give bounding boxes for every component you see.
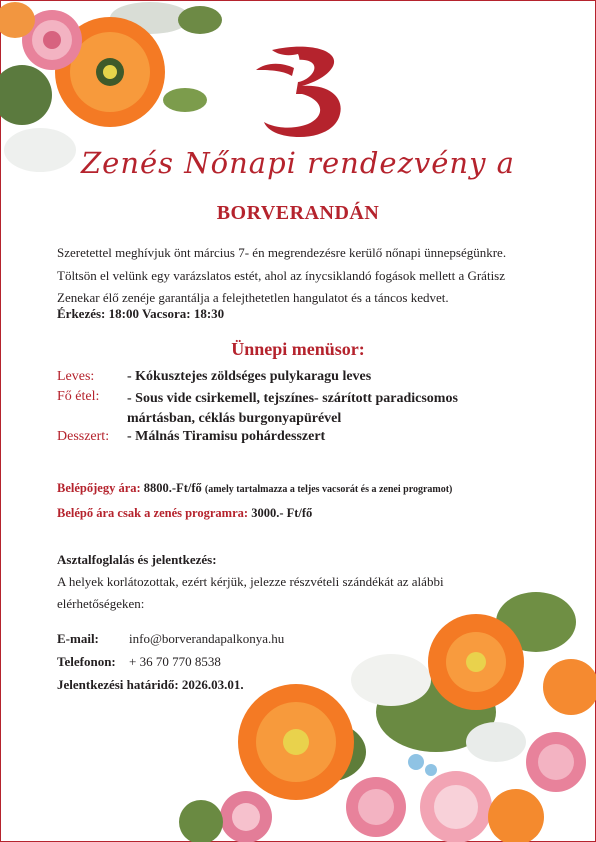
logo-b-icon: [252, 42, 347, 142]
email-label: E-mail:: [57, 631, 99, 646]
intro-text: [57, 242, 557, 310]
reservation-heading: Asztalfoglalás és jelentkezés:: [57, 552, 217, 567]
menu-item-label: Fő étel:: [57, 389, 100, 404]
reservation-line: elérhetőségeken:: [57, 596, 145, 611]
deadline-value: 2026.03.01.: [181, 677, 244, 692]
menu-item-value: - Kókusztejes zöldséges pulykaragu leves: [127, 369, 372, 384]
menu-item-value: - Málnás Tiramisu pohárdesszert: [127, 429, 326, 444]
flower-bouquet-icon: [176, 592, 596, 842]
ticket-price-note: (amely tartalmazza a teljes vacsorát és a zenei programot): [204, 484, 453, 495]
menu-item: [57, 429, 557, 449]
venue-name: BORVERANDÁN: [216, 202, 380, 224]
menu-title: Ünnepi menüsor:: [231, 339, 365, 359]
phone-label: Telefonon:: [57, 654, 116, 669]
intro-line: Töltsön el velünk egy varázslatos estét, ahol az ínycsiklandó fogások mellett a Grátisz: [57, 267, 506, 283]
menu-item-label: Desszert:: [57, 429, 110, 444]
menu-item: [57, 369, 557, 389]
intro-line: Szeretettel meghívjuk önt március 7- én megrendezésre kerülő nőnapi ünnepségünkre.: [57, 245, 507, 260]
menu-list: [57, 369, 557, 449]
menu-item-label: Leves:: [57, 369, 95, 384]
music-price-label: Belépő ára csak a zenés programra:: [57, 506, 249, 520]
intro-line: Zenekar élő zenéje garantálja a felejthetetlen hangulatot és a táncos kedvet.: [57, 290, 449, 305]
ticket-price: [57, 481, 452, 496]
event-times: Érkezés: 18:00 Vacsora: 18:30: [57, 306, 225, 321]
deadline-label: Jelentkezési határidő:: [57, 677, 179, 692]
phone-link[interactable]: + 36 70 770 8538: [129, 654, 221, 669]
event-title: Zenés Nőnapi rendezvény a: [81, 146, 515, 180]
ticket-price-value: 8800.-Ft/fő: [143, 481, 202, 495]
email-link[interactable]: info@borverandapalkonya.hu: [129, 631, 285, 646]
menu-item-value: - Sous vide csirkemell, tejszínes- szárított paradicsomos mártásban, céklás burgonyapürével: [127, 391, 458, 426]
music-price: [57, 506, 312, 521]
reservation-line: A helyek korlátozottak, ezért kérjük, jelezze részvételi szándékát az alábbi: [57, 574, 444, 589]
menu-item: [57, 389, 557, 429]
music-price-value: 3000.- Ft/fő: [251, 506, 313, 520]
ticket-price-label: Belépőjegy ára:: [57, 481, 141, 495]
